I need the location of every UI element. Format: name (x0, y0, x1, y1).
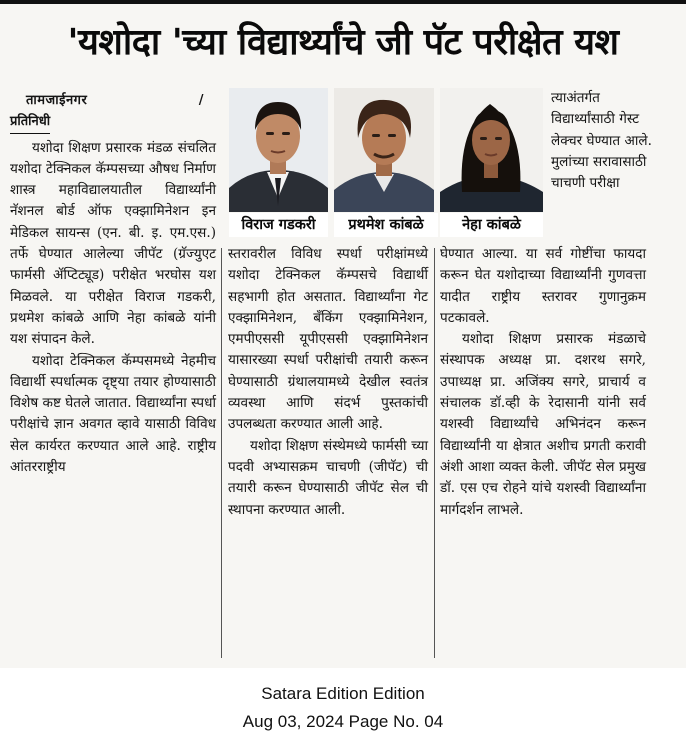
paragraph: यशोदा शिक्षण प्रसारक मंडळ संचलित यशोदा टेक्निकल कॅम्पसच्या औषध निर्माण शास्त्र महाविद्यालयातील विद्यार्थ्यांनी नॅशनल बोर्ड ऑफ एक्झामिनेशन इन मेडिकल सायन्स (एन. बी. इ. एम.एस.) तर्फे घेण्यात आलेल्या जीपॅट (ग्रॅज्युएट फार्मसी ॲप्टिट्यूड) परीक्षेत भरघोस यश मिळवले. या परीक्षेत विराज गडकरी, प्रथमेश कांबळे आणि नेहा कांबळे यांनी यश संपादन केले. (10, 139, 216, 348)
caption-viraj: विराज गडकरी (229, 213, 328, 237)
headline: 'यशोदा 'च्या विद्यार्थ्यांचे जी पॅट परीक्षेत यश (67, 22, 619, 63)
caption-neha: नेहा कांबळे (440, 213, 543, 237)
article-column-3-top: त्याअंतर्गत विद्यार्थ्यांसाठी गेस्ट लेक्चर घेण्यात आले. मुलांच्या सरावासाठी चाचणी परीक्षा (551, 90, 652, 192)
caption-prathamesh: प्रथमेश कांबळे (334, 213, 438, 237)
article-column-1 (10, 90, 216, 478)
edition-label: Satara Edition Edition (261, 684, 425, 703)
paragraph: यशोदा टेक्निकल कॅम्पसमध्ये नेहमीच विद्यार्थी स्पर्धात्मक दृष्ट्या तयार होण्यासाठी विशेष कष्ट घेतले जातात. विद्यार्थ्यांना स्पर्धा परीक्षांचे ज्ञान अवगत व्हावे यासाठी विविध सेल कार्यरत करण्यात आले आहे. राष्ट्रीय आंतरराष्ट्रीय (10, 352, 216, 476)
paragraph: यशोदा शिक्षण प्रसारक मंडळाचे संस्थापक अध्यक्ष प्रा. दशरथ सगरे, उपाध्यक्ष प्रा. अजिंक्य सगरे, प्राचार्य व संचालक डॉ.व्ही के रेदासानी यांनी सर्व यशस्वी विद्यार्थ्यांचे अभिनंदन करून विद्यार्थ्यांनी या क्षेत्रात अशीच प्रगती करावी अंशी आशा व्यक्त केली. जीपॅट सेल प्रमुख डॉ. एस एच रोहने यांचे यशस्वी विद्यार्थ्यांना मार्गदर्शन लाभले. (440, 331, 646, 518)
column-divider (221, 248, 222, 658)
photo-prathamesh (334, 88, 434, 212)
byline: प्रतिनिधी (10, 111, 50, 133)
photo-neha (440, 88, 543, 212)
article-column-3 (440, 244, 646, 521)
paragraph: यशोदा शिक्षण संस्थेमध्ये फार्मसी च्या पदवी अभ्यासक्रम चाचणी (जीपॅट) ची तयारी करून घेण्यासाठी जीपॅट सेल ची स्थापना करण्यात आली. (228, 437, 428, 518)
paragraph: स्तरावरील विविध स्पर्धा परीक्षांमध्ये यशोदा टेक्निकल कॅम्पसचे विद्यार्थी सहभागी होत असतात. विद्यार्थ्यांना गेट एक्झामिनेशन, बँकिंग एक्झामिनेशन, एमपीएससी यूपीएससी एक्झामिनेशन यासारख्या स्पर्धा परीक्षांची तयारी करून घेण्यासाठी ग्रंथालयामध्ये देखील स्वतंत्र व्यवस्था आणि संदर्भ पुस्तकांची उपलब्धता करण्यात आली आहे. (228, 246, 428, 433)
article-column-2 (228, 244, 428, 521)
top-rule (0, 0, 686, 4)
dateline-place: तामजाईनगर (26, 93, 88, 108)
dateline (10, 90, 216, 111)
dateline-slash: / (198, 93, 204, 108)
paragraph: घेण्यात आल्या. या सर्व गोष्टींचा फायदा करून घेत यशोदाच्या विद्यार्थ्यांनी गुणवत्ता यादीत राष्ट्रीय स्तरावर गुणानुक्रम पटकावले. (440, 246, 646, 326)
photo-viraj (229, 88, 328, 212)
date-page-label: Aug 03, 2024 Page No. 04 (242, 712, 444, 731)
column-divider (434, 248, 435, 658)
